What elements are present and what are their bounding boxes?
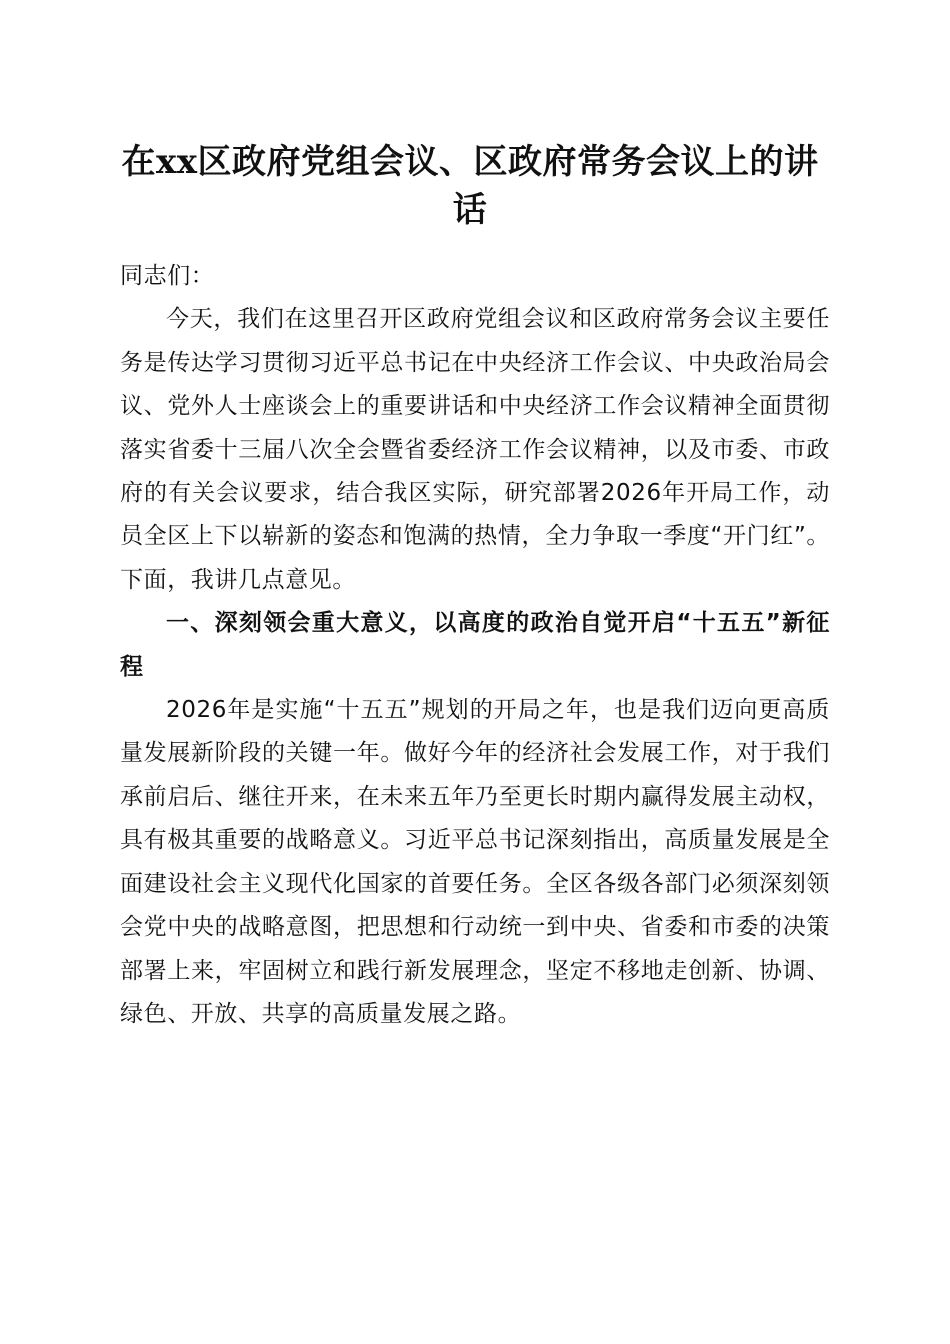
- intro-paragraph: 今天，我们在这里召开区政府党组会议和区政府常务会议主要任务是传达学习贯彻习近平总书记在中央经济工作会议、中央政治局会议、党外人士座谈会上的重要讲话和中央经济工作会议精神全面贯彻落实省委十三届八次全会暨省委经济工作会议精神，以及市委、市政府的有关会议要求，结合我区实际，研究部署2026年开局工作，动员全区上下以崭新的姿态和饱满的热情，全力争取一季度“开门红”。下面，我讲几点意见。: [120, 306, 830, 593]
- section-heading-1: 一、深刻领会重大意义，以高度的政治自觉开启“十五五”新征程: [120, 610, 830, 680]
- section-1-paragraph: 2026年是实施“十五五”规划的开局之年，也是我们迈向更高质量发展新阶段的关键一年。做好今年的经济社会发展工作，对于我们承前启后、继往开来，在未来五年乃至更长时期内赢得发展主动权，具有极其重要的战略意义。习近平总书记深刻指出，高质量发展是全面建设社会主义现代化国家的首要任务。全区各级各部门必须深刻领会党中央的战略意图，把思想和行动统一到中央、省委和市委的决策部署上来，牢固树立和践行新发展理念，坚定不移地走创新、协调、绿色、开放、共享的高质量发展之路。: [120, 697, 830, 1027]
- salutation: 同志们：: [120, 263, 215, 289]
- document-title: 在xx区政府党组会议、区政府常务会议上的讲话: [121, 142, 819, 230]
- document-body: [120, 255, 830, 1036]
